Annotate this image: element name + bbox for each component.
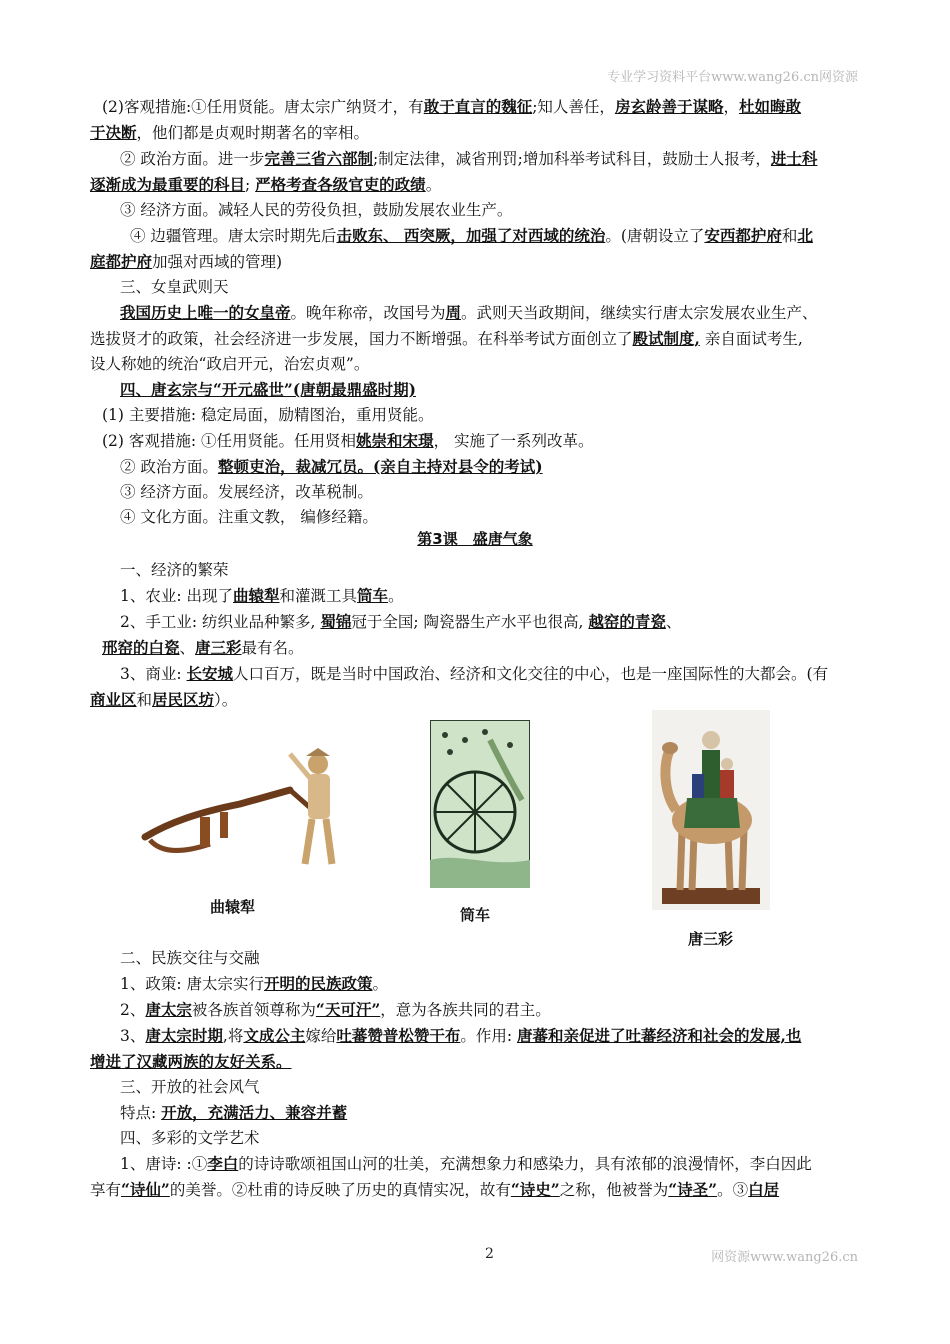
- key-term: 进士科: [770, 149, 818, 168]
- text-line: [90, 1023, 860, 1049]
- text-run: 的美誉。②杜甫的诗反映了历史的真情实况，故有: [169, 1181, 511, 1199]
- block-tang-taizong: [90, 94, 860, 526]
- text-run: ;制定法律，减省刑罚;增加科举考试科目，鼓励士人报考，: [372, 150, 771, 168]
- key-term: “诗史”: [510, 1180, 560, 1199]
- text-run: 亲自面试考生,: [699, 330, 803, 348]
- key-term: 北: [797, 226, 813, 245]
- text-run: 四、多彩的文学艺术: [120, 1129, 260, 1147]
- text-line: [90, 454, 860, 480]
- key-term: 蜀锦: [320, 612, 352, 631]
- key-term: 庭都护府: [90, 252, 153, 271]
- text-run: ④ 边疆管理。唐太宗时期先后: [130, 227, 337, 245]
- key-term: 击败东、 西突厥，加强了对西域的统治: [336, 226, 606, 245]
- text-run: 2、手工业: 纺织业品种繁多,: [120, 613, 321, 631]
- text-line: [90, 198, 860, 223]
- text-run: ② 政治方面。: [120, 458, 218, 476]
- key-term: 唐三彩: [195, 638, 242, 657]
- plow-caption: 曲辕犁: [210, 898, 256, 916]
- text-run: 1、农业: 出现了: [120, 587, 234, 605]
- text-run: 二、民族交往与交融: [120, 949, 260, 967]
- text-line: [90, 1177, 860, 1203]
- key-term: 筒车: [357, 586, 389, 605]
- text-line: [90, 609, 860, 635]
- key-term: 逐渐成为最重要的科目: [90, 175, 246, 194]
- text-run: ， 实施了一系列改革。: [433, 432, 594, 450]
- text-run: 。: [425, 176, 442, 194]
- text-run: ;: [245, 176, 256, 194]
- page-footer: 网资源www.wang26.cn: [711, 1250, 858, 1265]
- key-term: 白居: [748, 1180, 780, 1199]
- text-line: [90, 558, 860, 583]
- key-term: 开放，充满活力、兼容并蓄: [161, 1103, 348, 1122]
- text-run: 人口百万，既是当时中国政治、经济和文化交往的中心，也是一座国际性的大都会。(有: [233, 665, 829, 683]
- key-term: 增进了汉藏两族的友好关系。: [90, 1052, 292, 1071]
- text-line: [90, 275, 860, 300]
- text-run: 、: [665, 613, 682, 631]
- waterwheel-figure: [430, 720, 530, 888]
- key-term: 敢于直言的魏征: [423, 97, 533, 116]
- key-term: 四、唐玄宗与“开元盛世”(唐朝最鼎盛时期): [120, 380, 416, 399]
- text-run: ,将: [222, 1027, 244, 1045]
- text-run: 选拔贤才的政策，社会经济进一步发展，国力不断增强。在科举考试方面创立了: [90, 330, 633, 348]
- text-run: ③ 经济方面。发展经济，改革税制。: [120, 483, 373, 501]
- key-term: “诗仙”: [121, 1180, 170, 1199]
- text-line: [90, 146, 860, 172]
- text-run: ④ 文化方面。注重文教， 编修经籍。: [120, 508, 378, 526]
- sancai-camel-illustration: [652, 710, 770, 910]
- text-line: [90, 635, 860, 661]
- key-term: 姚崇和宋璟: [356, 431, 434, 450]
- key-term: 曲辕犁: [233, 586, 280, 605]
- text-run: 一、经济的繁荣: [120, 561, 229, 579]
- text-run: ，他们都是贞观时期著名的宰相。: [136, 124, 370, 142]
- key-term: 杜如晦敢: [738, 97, 801, 116]
- text-run: ，意为各族共同的君主。: [380, 1001, 551, 1019]
- text-run: 1、政策: 唐太宗实行: [120, 975, 265, 993]
- text-run: 。③: [717, 1181, 749, 1199]
- text-run: 和: [136, 691, 153, 709]
- text-run: 特点:: [120, 1104, 162, 1122]
- text-run: 和: [781, 227, 798, 245]
- text-line: [90, 480, 860, 505]
- text-run: 被各族首领尊称为: [191, 1001, 316, 1019]
- key-term: “诗圣”: [668, 1180, 718, 1199]
- sancai-figure: [652, 710, 770, 910]
- key-term: 唐太宗: [145, 1000, 192, 1019]
- text-line: [90, 1049, 860, 1075]
- text-line: [90, 377, 860, 403]
- key-term: 整顿吏治，裁减冗员。(亲自主持对县令的考试): [217, 457, 543, 476]
- key-term: 邢窑的白瓷: [102, 638, 180, 657]
- text-line: [90, 1075, 860, 1100]
- lesson-title-text: 第3课 盛唐气象: [417, 530, 533, 548]
- text-run: 之称，他被誉为: [559, 1181, 669, 1199]
- block-economy: [90, 558, 860, 713]
- text-run: 设人称她的统治“政启开元，治宏贞观”。: [90, 355, 370, 373]
- text-run: 。武则天当政期间，继续实行唐太宗发展农业生产、: [461, 304, 818, 322]
- text-run: 三、开放的社会风气: [120, 1078, 260, 1096]
- text-line: [90, 94, 860, 120]
- text-line: [90, 120, 860, 146]
- text-line: [90, 326, 860, 352]
- text-run: ② 政治方面。进一步: [120, 150, 265, 168]
- text-run: 加强对西域的管理): [152, 253, 283, 271]
- waterwheel-caption: 筒车: [460, 906, 491, 924]
- key-term: 于决断: [90, 123, 137, 142]
- text-run: ，: [723, 98, 739, 116]
- waterwheel-illustration: [430, 720, 530, 888]
- key-term: 吐蕃赞普松赞干布: [336, 1026, 461, 1045]
- text-line: [90, 403, 860, 428]
- page-header: 专业学习资料平台www.wang26.cn网资源: [607, 70, 858, 85]
- key-term: 房玄龄善于谋略: [614, 97, 724, 116]
- sancai-caption: 唐三彩: [688, 930, 734, 948]
- key-term: 李白: [207, 1154, 239, 1173]
- text-run: 1、唐诗: :①: [120, 1155, 208, 1173]
- text-run: ;知人善任，: [532, 98, 615, 116]
- text-line: [90, 946, 860, 971]
- key-term: 我国历史上唯一的女皇帝: [120, 303, 291, 322]
- key-term: 安西都护府: [704, 226, 782, 245]
- text-line: [90, 428, 860, 454]
- text-line: [90, 223, 860, 249]
- key-term: 商业区: [90, 690, 137, 709]
- key-term: 文成公主: [243, 1026, 306, 1045]
- text-run: 2、: [120, 1001, 146, 1019]
- text-line: [90, 1126, 860, 1151]
- text-run: 享有: [90, 1181, 122, 1199]
- key-term: 完善三省六部制: [264, 149, 373, 168]
- text-run: 、: [179, 639, 196, 657]
- text-line: [90, 661, 860, 687]
- text-run: 3、: [120, 1027, 146, 1045]
- key-term: 居民区坊: [152, 690, 215, 709]
- text-line: [90, 997, 860, 1023]
- plow-illustration: [140, 742, 340, 872]
- text-line: [90, 971, 860, 997]
- block-ethnic-culture: [90, 946, 860, 1203]
- text-run: 。作用:: [460, 1027, 518, 1045]
- text-line: [90, 352, 860, 377]
- key-term: 周: [445, 303, 462, 322]
- page-number: 2: [485, 1246, 494, 1262]
- text-run: 。: [372, 975, 389, 993]
- text-line: [90, 300, 860, 326]
- text-run: 最有名。: [241, 639, 304, 657]
- text-run: ③ 经济方面。减轻人民的劳役负担，鼓励发展农业生产。: [120, 201, 513, 219]
- text-run: 的诗诗歌颂祖国山河的壮美，充满想象力和感染力，具有浓郁的浪漫情怀，李白因此: [238, 1155, 812, 1173]
- text-run: 三、女皇武则天: [120, 278, 229, 296]
- text-line: [90, 249, 860, 275]
- plow-figure: [140, 742, 340, 872]
- text-run: 。晚年称帝，改国号为: [290, 304, 446, 322]
- text-line: [90, 583, 860, 609]
- text-line: [90, 1100, 860, 1126]
- text-run: 。: [388, 587, 404, 605]
- text-run: 3、商业:: [120, 665, 187, 683]
- text-run: (1) 主要措施: 稳定局面，励精图治，重用贤能。: [102, 406, 434, 424]
- text-run: (2)客观措施:①任用贤能。唐太宗广纳贤才，有: [102, 98, 424, 116]
- text-line: [90, 172, 860, 198]
- key-term: 开明的民族政策: [264, 974, 373, 993]
- text-run: (2) 客观措施: ①任用贤能。任用贤相: [102, 432, 357, 450]
- key-term: “天可汗”: [315, 1000, 381, 1019]
- key-term: 唐蕃和亲促进了吐蕃经济和社会的发展,也: [517, 1026, 802, 1045]
- document-body-lower: [90, 946, 860, 1203]
- key-term: 长安城: [186, 664, 234, 683]
- key-term: 唐太宗时期: [145, 1026, 223, 1045]
- key-term: 殿试制度,: [632, 329, 700, 348]
- key-term: 严格考查各级官吏的政绩: [255, 175, 426, 194]
- text-run: 冠于全国; 陶瓷器生产水平也很高,: [351, 613, 589, 631]
- key-term: 越窑的青瓷: [588, 612, 666, 631]
- text-run: 和灌溉工具: [279, 587, 358, 605]
- text-run: 。(唐朝设立了: [605, 227, 705, 245]
- text-run: ）。: [214, 691, 238, 709]
- text-run: 嫁给: [305, 1027, 337, 1045]
- document-body: [90, 94, 860, 713]
- text-line: [90, 1151, 860, 1177]
